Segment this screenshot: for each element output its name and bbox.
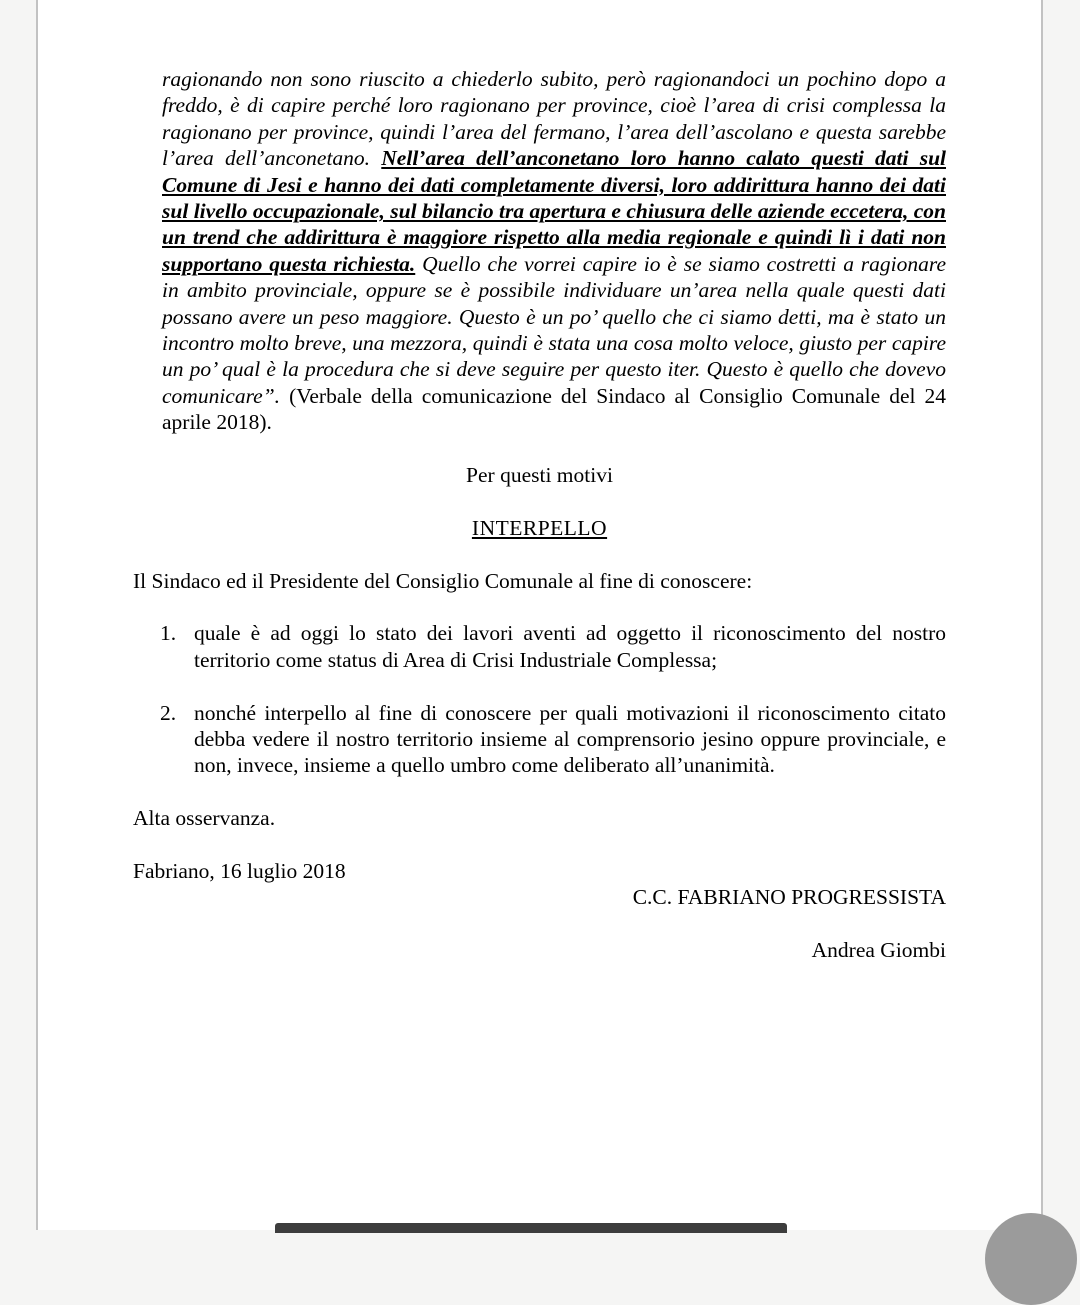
quote-post-text: Quello che vorrei capire io è se siamo costretti a ragionare in ambito provinciale, oppure se è possibile individuare un’area nella quale questi dati possano avere un peso maggiore. Questo è un po’ quello che ci siamo detti, ma è stato un incontro molto breve, una mezzora, quindi è stata una cosa molto veloce, giusto per capire un po’ qual è la procedura che si deve seguire per questo iter. Questo è quello che dovevo comunicare”. — [162, 251, 946, 408]
floating-button-partial[interactable] — [985, 1213, 1077, 1305]
list-item — [133, 620, 946, 673]
list-item-text: nonché interpello al fine di conoscere per quali motivazioni il riconoscimento citato debba vedere il nostro territorio insieme al comprensorio jesino oppure provinciale, e non, invece, insieme a quello umbro come deliberato all’unanimità. — [194, 700, 946, 778]
list-item-number: 2. — [160, 700, 177, 725]
interpello-heading: INTERPELLO — [471, 515, 608, 540]
list-item — [133, 700, 946, 779]
numbered-list — [133, 620, 946, 778]
document-content — [38, 0, 1041, 964]
intro-line: Il Sindaco ed il Presidente del Consiglio Comunale al fine di conoscere: — [133, 568, 753, 593]
quote-pre-text: ragionando non sono riuscito a chiederlo subito, però ragionandoci un pochino dopo a freddo, è di capire perché loro ragionano per province, cioè l’area di crisi complessa la ragionano per province, quindi l’area del fermano, l’area dell’ascolano e questa sarebbe l’area dell’anconetano. — [162, 67, 946, 171]
quote-paragraph — [162, 66, 946, 436]
citation-text: (Verbale della comunicazione del Sindaco al Consiglio Comunale del 24 aprile 2018). — [162, 383, 947, 435]
quote-emphasized-text: Nell’area dell’anconetano loro hanno calato questi dati sul Comune di Jesi e hanno dei dati completamente diversi, loro addirittura hanno dei dati sul livello occupazionale, sul bilancio tra apertura e chiusura delle aziende eccetera, con un trend che addirittura è maggiore rispetto alla media regionale e quindi lì i dati non supportano questa richiesta. — [162, 146, 946, 276]
bottom-toolbar-edge[interactable] — [275, 1223, 787, 1233]
closing-line: Alta osservanza. — [133, 806, 276, 831]
list-item-text: quale è ad oggi lo stato dei lavori aventi ad oggetto il riconoscimento del nostro territorio come status di Area di Crisi Industriale Complessa; — [194, 621, 946, 672]
party-signature: C.C. FABRIANO PROGRESSISTA — [632, 885, 946, 910]
motto-line: Per questi motivi — [466, 463, 613, 488]
document-page — [36, 0, 1043, 1230]
dateline: Fabriano, 16 luglio 2018 — [133, 859, 346, 884]
list-item-number: 1. — [160, 621, 177, 646]
signer-name: Andrea Giombi — [811, 938, 946, 963]
